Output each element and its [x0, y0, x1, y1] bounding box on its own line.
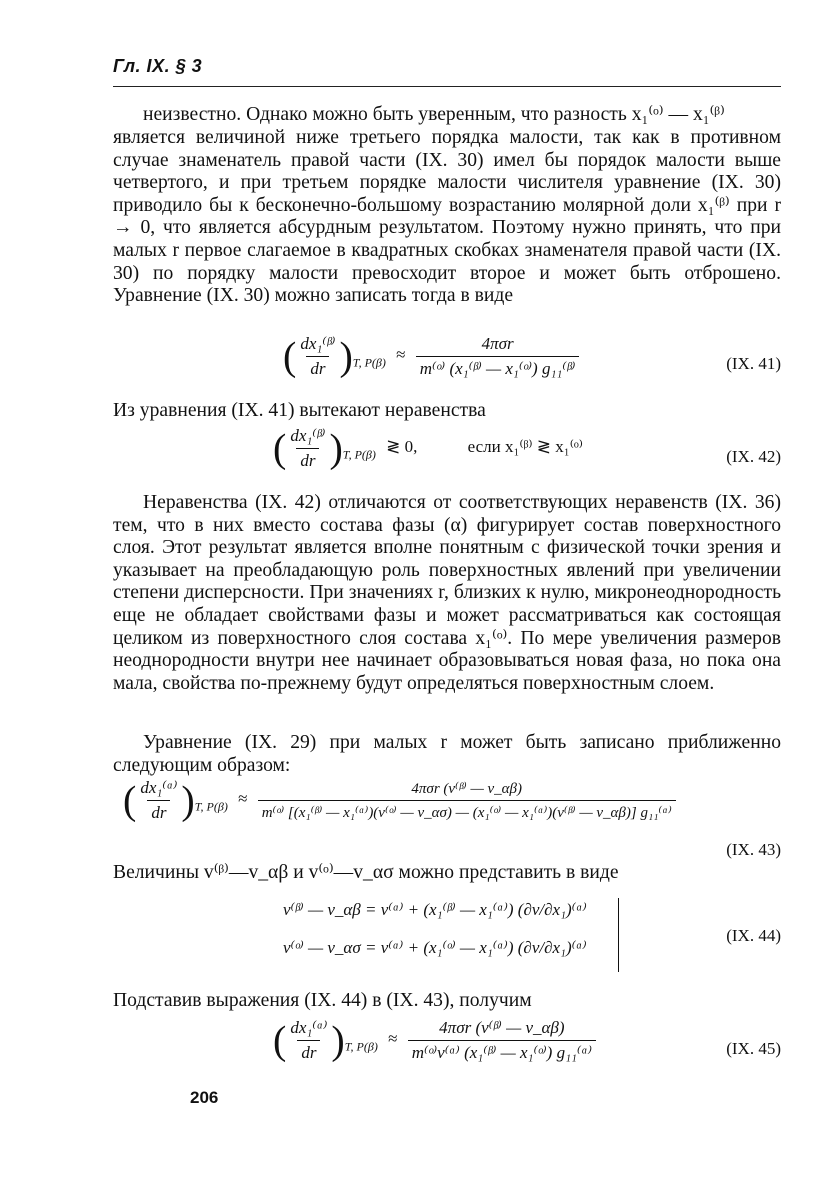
- eq42-condition: если x₁⁽ᵝ⁾ ≷ x₁⁽ᵒ⁾: [467, 437, 583, 457]
- eq42-lhs-denominator: dr: [296, 448, 319, 471]
- eq42-relation: ≷ 0,: [386, 437, 418, 457]
- eq44-row-1: v⁽ᵝ⁾ — v_αβ = v⁽ᵅ⁾ + (x₁⁽ᵝ⁾ — x₁⁽ᵅ⁾) (∂v/∂x₁)⁽ᵅ⁾: [283, 900, 587, 919]
- page-number: 206: [190, 1088, 219, 1107]
- equation-ix-45: ( $\frac{\text{dx₁⁽ᵅ⁾}}{dr}$ )$_{T, P(\beta)}$ ≈ $\frac{\text{4πσr (v⁽ᵝ⁾ — v\_αβ)}}{\text{m⁽ᵒ⁾v⁽ᵅ⁾ (x₁⁽ᵝ⁾ — x₁⁽ᵒ⁾) g₁₁⁽ᵅ⁾}}$ (IX. 45): [273, 1017, 781, 1063]
- eq43-rhs-numerator: 4πσr (v⁽ᵝ⁾ — v_αβ): [411, 781, 523, 797]
- eq41-number: (IX. 41): [726, 354, 781, 373]
- eq45-lhs-subscript: T, P(β): [344, 1039, 378, 1054]
- eq42-lhs-numerator: dx₁⁽ᵝ⁾: [290, 426, 326, 445]
- eq43-number: (IX. 43): [726, 840, 781, 859]
- eq41-lhs-numerator: dx₁⁽ᵝ⁾: [300, 334, 336, 353]
- eq43-rhs-denominator: m⁽ᵒ⁾ [(x₁⁽ᵝ⁾ — x₁⁽ᵅ⁾)(v⁽ᵒ⁾ — v_ασ) — (x₁⁽ᵒ⁾ — x₁⁽ᵅ⁾)(v⁽ᵝ⁾ — v_αβ)] g₁₁⁽ᵅ⁾: [258, 800, 676, 822]
- eq44-system-bar: [618, 898, 619, 972]
- eq41-operator: ≈: [396, 345, 406, 365]
- eq43-operator: ≈: [238, 789, 248, 809]
- eq42-number: (IX. 42): [726, 447, 781, 466]
- eq45-number: (IX. 45): [726, 1039, 781, 1058]
- paragraph-5: Величины v⁽ᵝ⁾—v_αβ и v⁽ᵒ⁾—v_ασ можно представить в виде: [113, 862, 619, 883]
- equation-ix-41: ( $\frac{\text{dx₁⁽ᵝ⁾}}{dr}$ )$_{T, P(\beta)}$ ≈ $\frac{\text{4πσr}}{\text{m⁽ᵒ⁾ (x₁⁽ᵝ⁾ — x₁⁽ᵒ⁾) g₁₁⁽ᵝ⁾}}$ (IX. 41): [283, 333, 781, 379]
- eq45-rhs-numerator: 4πσr (v⁽ᵝ⁾ — v_αβ): [439, 1018, 565, 1037]
- equation-ix-42: ( $\frac{\text{dx₁⁽ᵝ⁾}}{dr}$ )$_{T, P(\beta)}$ ≷ 0, если x₁⁽ᵝ⁾ ≷ x₁⁽ᵒ⁾ (IX. 42): [273, 425, 781, 471]
- eq45-operator: ≈: [388, 1029, 398, 1049]
- eq42-lhs-subscript: T, P(β): [342, 447, 376, 462]
- eq45-rhs-denominator: m⁽ᵒ⁾v⁽ᵅ⁾ (x₁⁽ᵝ⁾ — x₁⁽ᵒ⁾) g₁₁⁽ᵅ⁾: [408, 1040, 596, 1063]
- paragraph-3: Неравенства (IX. 42) отличаются от соответствующих неравенств (IX. 36) тем, что в них вместо состава фазы (α) фигурирует состав поверхностного слоя. Этот результат является вполне понятным с физической точки зрения и указывает на преобладающую роль поверхностных явлений при увеличении степени дисперсности. При значениях r, близких к нулю, микронеоднородность еще не обладает свойствами фазы и может рассматриваться как состоящая целиком из поверхностного слоя состава x₁⁽ᵒ⁾. По мере увеличения размеров неоднородности внутри нее начинает образовываться новая фаза, но пока она мала, свойства по-прежнему будут определяться поверхностным слоем.: [113, 492, 781, 694]
- eq43-lhs-denominator: dr: [147, 800, 170, 823]
- equation-ix-44: [113, 894, 781, 978]
- eq43-lhs-subscript: T, P(β): [194, 799, 228, 814]
- eq44-row-2: v⁽ᵒ⁾ — v_ασ = v⁽ᵅ⁾ + (x₁⁽ᵒ⁾ — x₁⁽ᵅ⁾) (∂v/∂x₁)⁽ᵅ⁾: [283, 938, 587, 957]
- eq41-rhs-denominator: m⁽ᵒ⁾ (x₁⁽ᵝ⁾ — x₁⁽ᵒ⁾) g₁₁⁽ᵝ⁾: [416, 356, 580, 379]
- eq43-lhs-numerator: dx₁⁽ᵅ⁾: [140, 778, 178, 797]
- eq41-lhs-denominator: dr: [306, 356, 329, 379]
- running-head: Гл. IX. § 3: [113, 56, 203, 76]
- equation-ix-43: ( $\frac{\text{dx₁⁽ᵅ⁾}}{dr}$ )$_{T, P(\beta)}$ ≈ 4πσr (v⁽ᵝ⁾ — v_αβ) m⁽ᵒ⁾ [(x₁⁽ᵝ⁾ — x₁⁽ᵅ⁾)(v⁽ᵒ⁾ — v_ασ) — (x₁⁽ᵒ⁾ — x₁⁽ᵅ⁾)(v⁽ᵝ⁾ — v_αβ)] g₁₁⁽ᵅ⁾ (IX. 43): [123, 777, 781, 859]
- eq41-lhs-subscript: T, P(β): [352, 355, 386, 370]
- eq41-rhs-numerator: 4πσr: [481, 334, 514, 353]
- eq45-lhs-denominator: dr: [297, 1040, 320, 1063]
- paragraph-6: Подставив выражения (IX. 44) в (IX. 43), получим: [113, 990, 532, 1011]
- paragraph-4: Уравнение (IX. 29) при малых r может быть записано приближенно следующим образом:: [113, 732, 781, 776]
- paragraph-1: является величиной ниже третьего порядка малости, так как в противном случае знаменатель правой части (IX. 30) имел бы порядок малости выше четвертого, и при третьем порядке малости числителя уравнение (IX. 30) приводило бы к бесконечно-большому возрастанию молярной доли x₁⁽ᵝ⁾ при r → 0, что является абсурдным результатом. Поэтому нужно принять, что при малых r первое слагаемое в квадратных скобках знаменателя правой части (IX. 30) по порядку малости превосходит второе и может быть отброшено. Уравнение (IX. 30) можно записать тогда в виде: [113, 127, 781, 307]
- header-rule: [113, 86, 781, 87]
- eq44-number: (IX. 44): [726, 926, 781, 945]
- eq45-lhs-numerator: dx₁⁽ᵅ⁾: [290, 1018, 328, 1037]
- paragraph-2: Из уравнения (IX. 41) вытекают неравенства: [113, 400, 486, 421]
- paragraph-1-first-line: неизвестно. Однако можно быть уверенным, что разность x₁⁽ᵒ⁾ — x₁⁽ᵝ⁾: [143, 104, 725, 125]
